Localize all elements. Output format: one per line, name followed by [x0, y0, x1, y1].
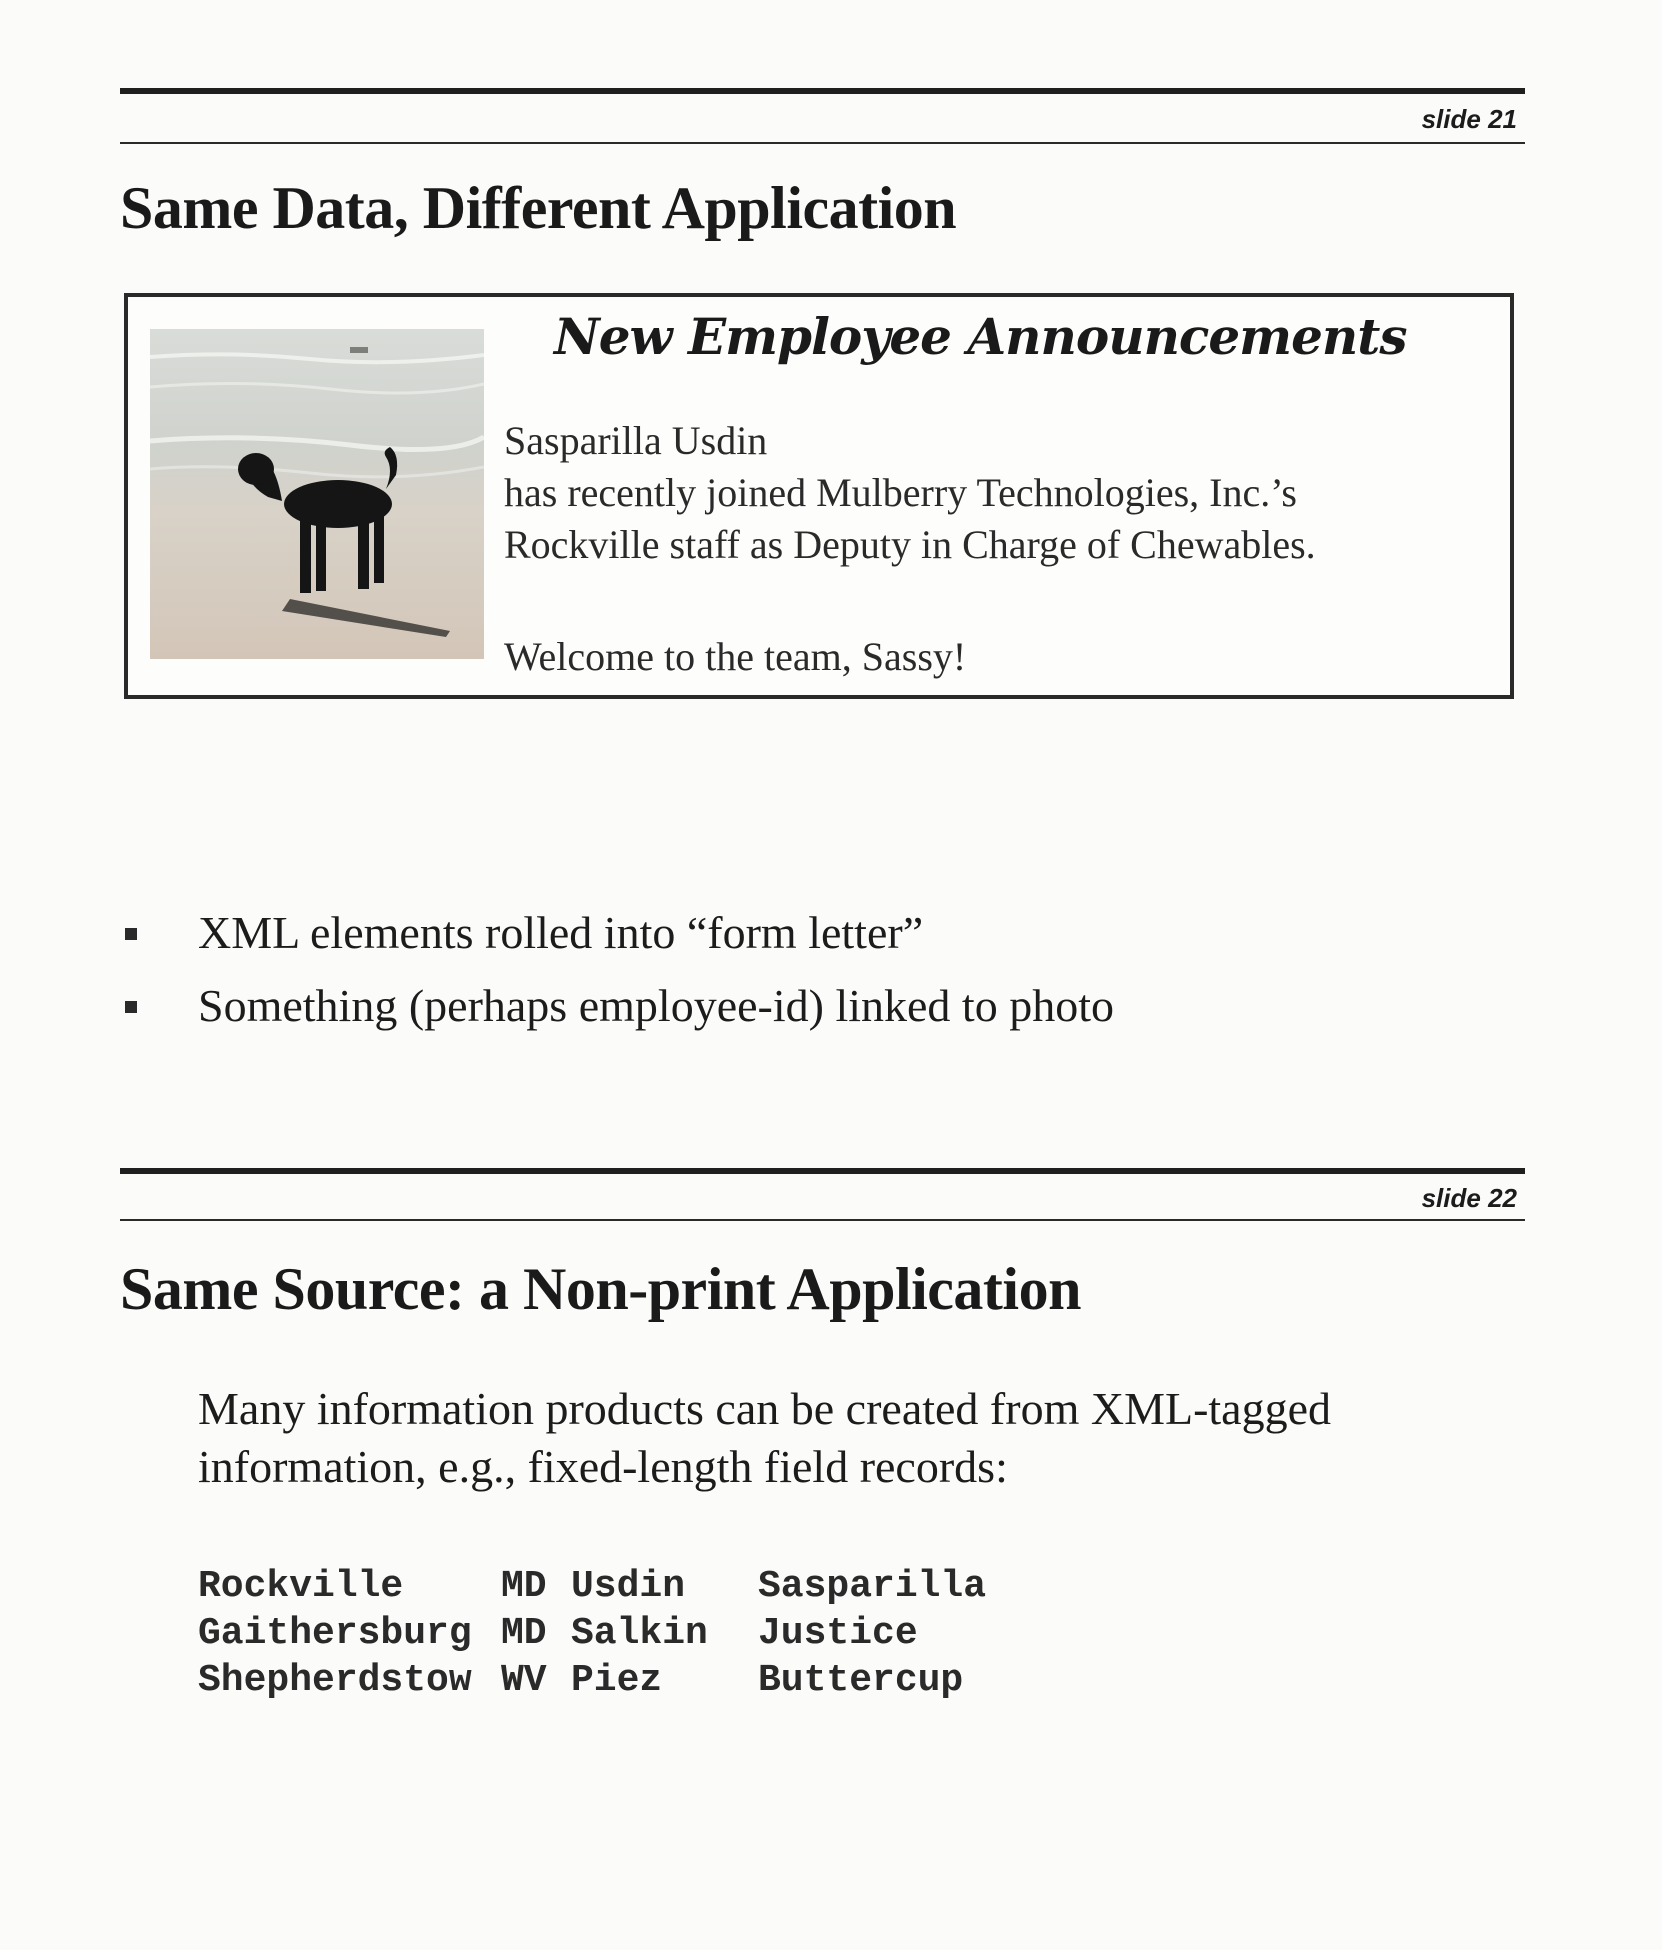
- record-first-name: Justice: [758, 1612, 918, 1655]
- announcement-heading: New Employee Announcements: [554, 307, 1407, 366]
- record-city: Gaithersburg: [198, 1612, 472, 1655]
- record-state: WV: [501, 1659, 547, 1702]
- paragraph-line: information, e.g., fixed-length field records:: [198, 1441, 1008, 1492]
- slide-22-number: slide 22: [1421, 1183, 1517, 1213]
- paragraph-line: Many information products can be created from XML-tagged: [198, 1383, 1331, 1434]
- record-last-name: Usdin: [571, 1565, 686, 1608]
- record-last-name: Piez: [571, 1659, 663, 1702]
- record-last-name: Salkin: [571, 1612, 708, 1655]
- announcement-welcome: Welcome to the team, Sassy!: [504, 634, 967, 679]
- bullet-text: Something (perhaps employee-id) linked to photo: [198, 980, 1114, 1031]
- slide-22-paragraph: [198, 1380, 1331, 1496]
- bullet-text: XML elements rolled into “form letter”: [198, 907, 924, 958]
- record-state: MD: [501, 1612, 547, 1655]
- announcement-line: Sasparilla Usdin: [504, 418, 768, 463]
- slide-22-title: Same Source: a Non-print Application: [120, 1256, 1081, 1322]
- slide-22-header-rule: [120, 1219, 1525, 1221]
- record-first-name: Sasparilla: [758, 1565, 987, 1608]
- announcement-line: Rockville staff as Deputy in Charge of Chewables.: [504, 522, 1316, 567]
- record-city: Shepherdstow: [198, 1659, 472, 1702]
- slide-21-number: slide 21: [1421, 104, 1517, 134]
- record-state: MD: [501, 1565, 547, 1608]
- announcement-line: has recently joined Mulberry Technologies, Inc.’s: [504, 470, 1297, 515]
- slide-21-title: Same Data, Different Application: [120, 175, 957, 241]
- slide-22-top-rule: [120, 1168, 1525, 1174]
- record-city: Rockville: [198, 1565, 404, 1608]
- slide-22: [120, 0, 1525, 1950]
- record-first-name: Buttercup: [758, 1659, 964, 1702]
